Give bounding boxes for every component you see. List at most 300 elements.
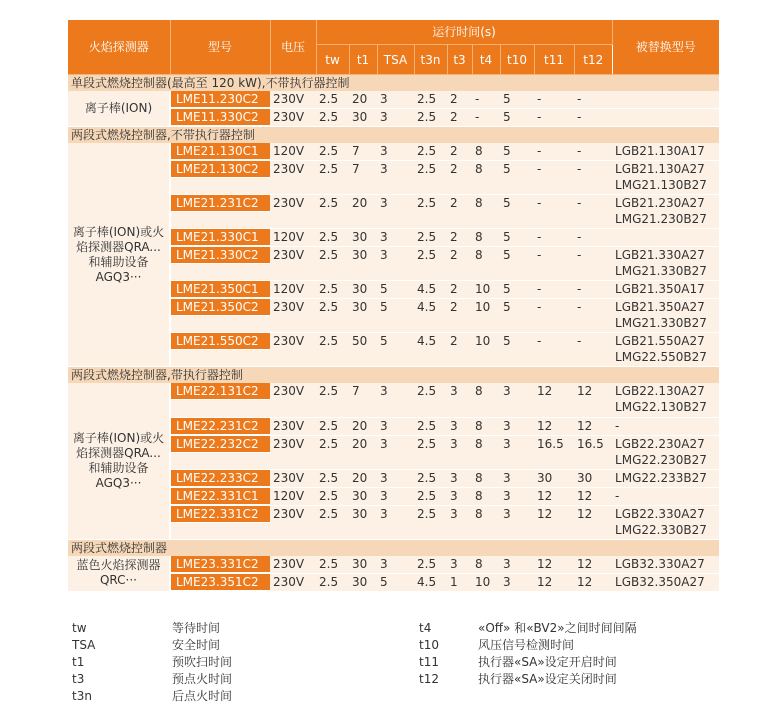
time-cell-tw: 2.5	[316, 161, 349, 195]
time-cell-t3: 3	[447, 383, 472, 417]
time-cell-t3n: 2.5	[414, 417, 447, 435]
time-cell-tsa: 5	[377, 281, 414, 299]
time-cell-tsa: 3	[377, 435, 414, 469]
header-col-t3: t3	[447, 45, 472, 75]
replace-model: LGB32.330A27	[615, 556, 705, 571]
time-cell-t10: 3	[500, 556, 534, 574]
voltage-cell: 230V	[270, 469, 316, 487]
time-cell-t12: -	[574, 281, 612, 299]
time-cell-tsa: 3	[377, 143, 414, 161]
voltage-cell: 230V	[270, 556, 316, 574]
time-cell-tsa: 3	[377, 487, 414, 505]
time-cell-t1: 7	[349, 383, 377, 417]
replace-cell	[612, 281, 719, 299]
time-cell-t10: 3	[500, 487, 534, 505]
time-cell-t12: -	[574, 229, 612, 247]
detector-cell: 离子棒(ION)或火焰探测器QRA...和辅助设备AGQ3···	[68, 143, 170, 367]
time-cell-t1: 50	[349, 333, 377, 367]
replace-model: LMG21.130B27	[615, 178, 707, 192]
model-cell	[170, 383, 270, 417]
time-cell-t3: 2	[447, 299, 472, 333]
time-cell-t12: 12	[574, 383, 612, 417]
time-cell-t12: 30	[574, 469, 612, 487]
replace-model: LMG22.130B27	[615, 400, 707, 414]
time-cell-tw: 2.5	[316, 573, 349, 591]
voltage-cell: 120V	[270, 143, 316, 161]
time-cell-tsa: 3	[377, 229, 414, 247]
time-cell-t1: 20	[349, 91, 377, 109]
replace-model: LMG22.230B27	[615, 452, 707, 467]
header-col-t10: t10	[500, 45, 534, 75]
time-cell-t11: 16.5	[534, 435, 574, 469]
time-cell-t1: 30	[349, 229, 377, 247]
replace-cell	[612, 91, 719, 109]
legend-desc: 执行器«SA»设定关闭时间	[478, 672, 617, 686]
replace-model: LGB21.330A27	[615, 248, 705, 262]
voltage-cell: 230V	[270, 383, 316, 417]
time-cell-t12: -	[574, 109, 612, 127]
voltage-cell: 230V	[270, 109, 316, 127]
time-cell-tw: 2.5	[316, 195, 349, 229]
model-label: LME22.233C2	[171, 470, 270, 487]
legend-key: t12	[419, 672, 439, 686]
replace-cell	[612, 383, 719, 417]
time-cell-t11: -	[534, 143, 574, 161]
model-cell	[170, 247, 270, 281]
time-cell-t1: 30	[349, 505, 377, 539]
time-cell-t12: 12	[574, 417, 612, 435]
model-cell	[170, 281, 270, 299]
time-cell-t10: 5	[500, 229, 534, 247]
replace-model: LGB22.230A27	[615, 436, 705, 451]
time-cell-t11: -	[534, 91, 574, 109]
time-cell-t3: 2	[447, 333, 472, 367]
replace-cell	[612, 469, 719, 487]
model-cell	[170, 469, 270, 487]
header-col-t4: t4	[472, 45, 500, 75]
legend-key: t10	[419, 638, 439, 652]
time-cell-t1: 20	[349, 469, 377, 487]
time-cell-t10: 5	[500, 91, 534, 109]
time-cell-tsa: 3	[377, 91, 414, 109]
time-cell-t1: 30	[349, 281, 377, 299]
time-cell-t1: 20	[349, 417, 377, 435]
time-cell-t11: 12	[534, 417, 574, 435]
replace-model: LMG21.330B27	[615, 316, 707, 330]
time-cell-tsa: 5	[377, 299, 414, 333]
replace-model: LMG21.230B27	[615, 212, 707, 226]
time-cell-tw: 2.5	[316, 505, 349, 539]
legend-key: t11	[419, 655, 439, 669]
model-label: LME23.331C2	[171, 556, 270, 573]
time-cell-t4: 8	[472, 556, 500, 574]
model-cell	[170, 161, 270, 195]
time-cell-tsa: 3	[377, 109, 414, 127]
time-cell-t3: 2	[447, 247, 472, 281]
time-cell-t3: 2	[447, 195, 472, 229]
time-cell-tw: 2.5	[316, 487, 349, 505]
legend-desc: 预点火时间	[172, 672, 233, 686]
time-cell-t4: -	[472, 109, 500, 127]
model-label: LME21.550C2	[171, 333, 270, 350]
voltage-cell: 230V	[270, 417, 316, 435]
header-detector: 火焰探测器	[68, 20, 170, 75]
legend-key: t3	[72, 672, 85, 686]
model-cell	[170, 573, 270, 591]
time-cell-t3: 2	[447, 109, 472, 127]
time-cell-t3: 1	[447, 573, 472, 591]
time-cell-t3: 2	[447, 229, 472, 247]
section-title: 两段式燃烧控制器,带执行器控制	[68, 367, 719, 384]
voltage-cell: 230V	[270, 573, 316, 591]
section-title: 两段式燃烧控制器,不带执行器控制	[68, 127, 719, 144]
time-cell-t4: 10	[472, 281, 500, 299]
model-label: LME23.351C2	[171, 574, 270, 591]
time-cell-tw: 2.5	[316, 435, 349, 469]
time-cell-t12: 12	[574, 556, 612, 574]
time-cell-t1: 30	[349, 109, 377, 127]
time-cell-t10: 5	[500, 281, 534, 299]
header-voltage: 电压	[270, 20, 316, 75]
time-cell-t3: 2	[447, 161, 472, 195]
time-cell-tsa: 3	[377, 161, 414, 195]
legend-key: t4	[419, 621, 432, 635]
table-row	[68, 143, 719, 161]
section-header	[68, 127, 719, 144]
time-cell-t3: 2	[447, 281, 472, 299]
model-cell	[170, 229, 270, 247]
time-cell-tw: 2.5	[316, 229, 349, 247]
time-cell-t4: 8	[472, 435, 500, 469]
time-cell-tsa: 3	[377, 556, 414, 574]
time-cell-tw: 2.5	[316, 109, 349, 127]
legend-key: TSA	[72, 638, 96, 652]
model-cell	[170, 435, 270, 469]
replace-model: LGB22.130A27	[615, 384, 705, 398]
time-cell-tw: 2.5	[316, 333, 349, 367]
voltage-cell: 230V	[270, 505, 316, 539]
time-cell-t3n: 2.5	[414, 435, 447, 469]
header-model: 型号	[170, 20, 270, 75]
header-col-t11: t11	[534, 45, 574, 75]
time-cell-tw: 2.5	[316, 247, 349, 281]
time-cell-t12: -	[574, 247, 612, 281]
model-label: LME21.350C1	[171, 281, 270, 298]
time-cell-t1: 7	[349, 143, 377, 161]
legend-desc: 等待时间	[172, 621, 221, 635]
replace-model: -	[615, 418, 620, 433]
legend-key: t1	[72, 655, 85, 669]
model-cell	[170, 333, 270, 367]
time-cell-t3n: 2.5	[414, 469, 447, 487]
replace-cell	[612, 247, 719, 281]
replace-model: LGB22.330A27	[615, 506, 705, 521]
time-cell-t1: 20	[349, 435, 377, 469]
time-cell-tw: 2.5	[316, 91, 349, 109]
time-cell-t11: 12	[534, 573, 574, 591]
time-cell-tsa: 3	[377, 469, 414, 487]
time-cell-t10: 3	[500, 505, 534, 539]
time-cell-t10: 5	[500, 247, 534, 281]
replace-cell	[612, 161, 719, 195]
time-cell-t12: -	[574, 91, 612, 109]
time-cell-tsa: 5	[377, 333, 414, 367]
time-cell-t10: 5	[500, 109, 534, 127]
replace-cell	[612, 109, 719, 127]
voltage-cell: 230V	[270, 161, 316, 195]
time-cell-t12: 12	[574, 573, 612, 591]
time-cell-t3n: 2.5	[414, 229, 447, 247]
time-cell-t11: -	[534, 161, 574, 195]
time-cell-t4: 10	[472, 333, 500, 367]
time-cell-t3n: 2.5	[414, 91, 447, 109]
replace-cell	[612, 487, 719, 505]
model-label: LME21.130C2	[171, 161, 270, 178]
spec-table-body	[68, 20, 719, 591]
model-cell	[170, 556, 270, 574]
time-cell-t4: 8	[472, 247, 500, 281]
model-label: LME21.350C2	[171, 299, 270, 316]
replace-model: LGB21.130A27	[615, 162, 705, 176]
time-cell-t3: 2	[447, 91, 472, 109]
time-cell-t4: 8	[472, 487, 500, 505]
time-cell-tsa: 5	[377, 573, 414, 591]
table-row	[68, 383, 719, 417]
time-cell-tsa: 3	[377, 195, 414, 229]
time-cell-t11: -	[534, 299, 574, 333]
model-label: LME21.330C1	[171, 229, 270, 246]
section-header	[68, 367, 719, 384]
time-cell-t12: 12	[574, 487, 612, 505]
replace-cell	[612, 573, 719, 591]
time-cell-t1: 30	[349, 247, 377, 281]
time-cell-t3: 3	[447, 469, 472, 487]
time-cell-t11: -	[534, 109, 574, 127]
time-cell-tsa: 3	[377, 505, 414, 539]
time-cell-t10: 5	[500, 161, 534, 195]
model-label: LME11.230C2	[171, 91, 270, 108]
voltage-cell: 230V	[270, 91, 316, 109]
table-row	[68, 556, 719, 574]
detector-cell: 离子棒(ION)或火焰探测器QRA...和辅助设备AGQ3···	[68, 383, 170, 539]
model-label: LME22.131C2	[171, 383, 270, 400]
model-cell	[170, 299, 270, 333]
time-cell-tw: 2.5	[316, 143, 349, 161]
replace-model: LMG22.330B27	[615, 522, 707, 537]
time-cell-t12: 16.5	[574, 435, 612, 469]
detector-cell: 蓝色火焰探测器QRC···	[68, 556, 170, 592]
time-cell-t10: 3	[500, 469, 534, 487]
time-cell-t3: 3	[447, 556, 472, 574]
time-cell-t1: 30	[349, 299, 377, 333]
legend-desc: 预吹扫时间	[172, 655, 233, 669]
time-cell-t1: 30	[349, 573, 377, 591]
time-cell-t11: -	[534, 333, 574, 367]
time-cell-t4: 8	[472, 143, 500, 161]
time-cell-t4: 8	[472, 229, 500, 247]
time-cell-t10: 5	[500, 195, 534, 229]
replace-cell	[612, 143, 719, 161]
model-cell	[170, 91, 270, 109]
time-cell-t4: 10	[472, 299, 500, 333]
time-cell-t1: 30	[349, 487, 377, 505]
time-cell-t3: 3	[447, 435, 472, 469]
time-cell-t4: 8	[472, 383, 500, 417]
time-cell-t4: 8	[472, 161, 500, 195]
model-label: LME22.231C2	[171, 418, 270, 435]
model-label: LME22.331C2	[171, 506, 270, 523]
header-runtime: 运行时间(s)	[316, 20, 612, 45]
model-label: LME11.330C2	[171, 109, 270, 126]
model-cell	[170, 195, 270, 229]
legend-desc: 风压信号检测时间	[478, 638, 575, 652]
time-cell-t12: -	[574, 161, 612, 195]
voltage-cell: 230V	[270, 247, 316, 281]
replace-cell	[612, 435, 719, 469]
time-cell-t12: -	[574, 299, 612, 333]
legend-desc: «Off» 和«BV2»之间时间间隔	[478, 621, 637, 635]
time-cell-t10: 3	[500, 435, 534, 469]
legend-key: t3n	[72, 689, 92, 703]
time-cell-t11: -	[534, 247, 574, 281]
spec-table	[68, 20, 719, 592]
voltage-cell: 230V	[270, 435, 316, 469]
time-cell-t10: 5	[500, 333, 534, 367]
replace-model: LMG22.233B27	[615, 470, 707, 485]
replace-model: LGB32.350A27	[615, 574, 705, 589]
replace-model: LGB21.350A17	[615, 282, 705, 296]
time-cell-t1: 30	[349, 556, 377, 574]
replace-model: LGB21.230A27	[615, 196, 705, 210]
time-cell-t1: 20	[349, 195, 377, 229]
voltage-cell: 120V	[270, 487, 316, 505]
header-col-t1: t1	[349, 45, 377, 75]
model-label: LME22.232C2	[171, 436, 270, 453]
time-cell-t10: 5	[500, 143, 534, 161]
time-cell-t3: 3	[447, 417, 472, 435]
time-cell-t10: 3	[500, 573, 534, 591]
time-cell-t3n: 2.5	[414, 109, 447, 127]
time-cell-t11: 12	[534, 556, 574, 574]
time-cell-t3n: 2.5	[414, 247, 447, 281]
section-title: 单段式燃烧控制器(最高至 120 kW),不带执行器控制	[68, 75, 719, 92]
replace-cell	[612, 229, 719, 247]
time-cell-tw: 2.5	[316, 281, 349, 299]
model-label: LME21.330C2	[171, 247, 270, 264]
time-cell-t11: -	[534, 195, 574, 229]
voltage-cell: 230V	[270, 333, 316, 367]
time-cell-t3n: 2.5	[414, 143, 447, 161]
model-cell	[170, 417, 270, 435]
header-row-1	[68, 20, 719, 45]
voltage-cell: 230V	[270, 299, 316, 333]
time-cell-t3n: 4.5	[414, 573, 447, 591]
replace-cell	[612, 556, 719, 574]
header-replace: 被替换型号	[612, 20, 719, 75]
time-cell-tw: 2.5	[316, 299, 349, 333]
time-cell-t1: 7	[349, 161, 377, 195]
model-label: LME22.331C1	[171, 488, 270, 505]
time-cell-t4: 10	[472, 573, 500, 591]
header-col-t12: t12	[574, 45, 612, 75]
time-cell-t11: 12	[534, 487, 574, 505]
replace-cell	[612, 195, 719, 229]
time-cell-tw: 2.5	[316, 556, 349, 574]
time-cell-t3n: 4.5	[414, 299, 447, 333]
time-cell-tsa: 3	[377, 383, 414, 417]
legend-desc: 后点火时间	[172, 689, 233, 703]
replace-model: LGB21.550A27	[615, 334, 705, 348]
time-cell-t3n: 4.5	[414, 333, 447, 367]
time-cell-t4: -	[472, 91, 500, 109]
time-cell-t12: 12	[574, 505, 612, 539]
voltage-cell: 230V	[270, 195, 316, 229]
time-cell-t4: 8	[472, 417, 500, 435]
time-cell-t12: -	[574, 143, 612, 161]
time-cell-t3n: 4.5	[414, 281, 447, 299]
voltage-cell: 120V	[270, 281, 316, 299]
replace-cell	[612, 333, 719, 367]
model-cell	[170, 487, 270, 505]
time-cell-t3n: 2.5	[414, 505, 447, 539]
time-cell-t11: 12	[534, 505, 574, 539]
time-cell-t4: 8	[472, 195, 500, 229]
voltage-cell: 120V	[270, 229, 316, 247]
legend-key: tw	[72, 621, 87, 635]
time-cell-t11: -	[534, 281, 574, 299]
time-cell-t3n: 2.5	[414, 383, 447, 417]
time-cell-tsa: 3	[377, 247, 414, 281]
time-cell-t3n: 2.5	[414, 161, 447, 195]
model-label: LME21.231C2	[171, 195, 270, 212]
time-cell-t10: 3	[500, 383, 534, 417]
time-cell-tsa: 3	[377, 417, 414, 435]
time-cell-t10: 3	[500, 417, 534, 435]
table-row	[68, 91, 719, 109]
detector-cell: 离子棒(ION)	[68, 91, 170, 127]
header-col-tw: tw	[316, 45, 349, 75]
model-label: LME21.130C1	[171, 143, 270, 160]
section-title: 两段式燃烧控制器	[68, 539, 719, 556]
time-cell-t4: 8	[472, 505, 500, 539]
time-cell-t3n: 2.5	[414, 556, 447, 574]
section-header	[68, 539, 719, 556]
header-col-t3n: t3n	[414, 45, 447, 75]
time-cell-t3: 3	[447, 487, 472, 505]
time-cell-tw: 2.5	[316, 383, 349, 417]
replace-model: LMG21.330B27	[615, 264, 707, 278]
time-cell-t11: 30	[534, 469, 574, 487]
replace-cell	[612, 299, 719, 333]
time-cell-t11: 12	[534, 383, 574, 417]
spec-table-wrapper	[68, 20, 719, 592]
time-cell-tw: 2.5	[316, 417, 349, 435]
replace-cell	[612, 505, 719, 539]
replace-model: LGB21.350A27	[615, 300, 705, 314]
replace-model: LGB21.130A17	[615, 144, 705, 158]
model-cell	[170, 505, 270, 539]
time-cell-t3n: 2.5	[414, 195, 447, 229]
time-cell-t10: 5	[500, 299, 534, 333]
replace-model: -	[615, 488, 620, 503]
time-cell-t3n: 2.5	[414, 487, 447, 505]
section-header	[68, 75, 719, 92]
time-cell-t4: 8	[472, 469, 500, 487]
replace-model: LMG22.550B27	[615, 350, 707, 364]
replace-cell	[612, 417, 719, 435]
model-cell	[170, 143, 270, 161]
time-cell-t12: -	[574, 333, 612, 367]
